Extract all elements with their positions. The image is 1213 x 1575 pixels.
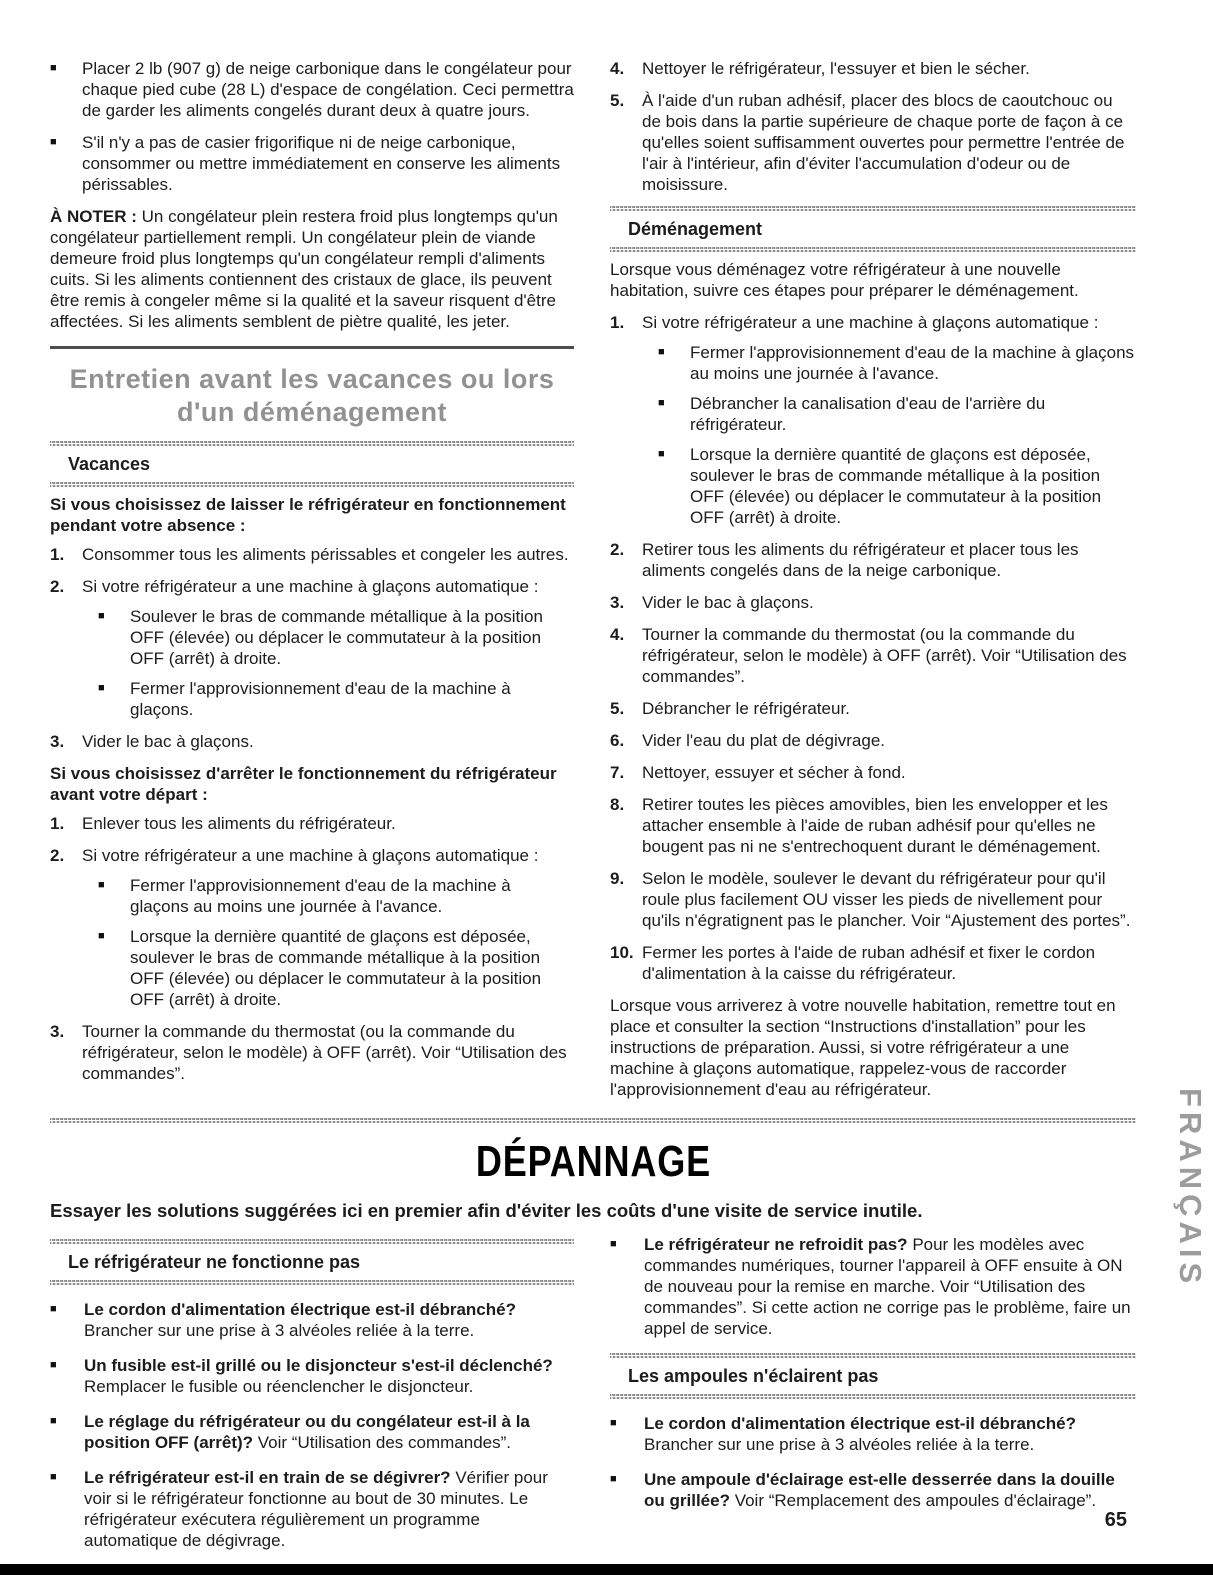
item-number: 2. [50,846,65,865]
square-bullet-icon: ■ [98,930,105,942]
language-tab-francais: FRANÇAIS [1173,1088,1208,1289]
sub-bullet-text: Débrancher la canalisation d'eau de l'arrière du réfrigérateur. [690,394,1046,434]
item-number: 3. [50,1022,65,1041]
item-number: 10. [610,943,634,962]
hatched-rule [610,1394,1136,1399]
numbered-item [610,730,1136,751]
numbered-item [50,813,574,834]
square-bullet-icon: ■ [50,1471,57,1483]
square-bullet-icon: ■ [50,1415,57,1427]
note-paragraph [50,206,574,332]
faq-text [644,1234,1136,1339]
faq-question: Le cordon d'alimentation électrique est-il débranché? [644,1414,1076,1433]
faq-text [84,1467,574,1551]
faq-item [50,1355,574,1397]
item-number: 7. [610,763,625,782]
sub-bullet [98,678,574,720]
hatched-rule [610,247,1136,252]
numbered-item [610,624,1136,687]
troubleshooting-title-text: DÉPANNAGE [475,1137,711,1186]
sub-bullet-text: Fermer l'approvisionnement d'eau de la machine à glaçons au moins une journée à l'avance. [690,343,1135,383]
item-number: 6. [610,731,625,750]
numbered-item [610,868,1136,931]
square-bullet-icon: ■ [658,397,665,409]
faq-question: Un fusible est-il grillé ou le disjoncteur s'est-il déclenché? [84,1356,553,1375]
item-text [642,312,1136,528]
item-text: Tourner la commande du thermostat (ou la commande du réfrigérateur, selon le modèle) à OFF (arrêt). Voir “Utilisation des commandes”. [642,625,1127,686]
item-text: Enlever tous les aliments du réfrigérateur. [82,814,396,833]
item-number: 9. [610,869,625,888]
item-text: Consommer tous les aliments périssables et congeler les autres. [82,545,569,564]
faq-text [84,1411,574,1453]
page-number: 65 [1104,1509,1127,1531]
faq-answer: Brancher sur une prise à 3 alvéoles reliée à la terre. [644,1435,1035,1454]
troubleshooting-left-column [50,1232,574,1565]
faq-item [50,1467,574,1551]
care-section [50,58,1136,1111]
hatched-rule [610,206,1136,211]
moving-intro: Lorsque vous déménagez votre réfrigérateur à une nouvelle habitation, suivre ces étapes pour préparer le déménagement. [610,260,1079,300]
numbered-item [610,539,1136,581]
sub-bullet-text: Soulever le bras de commande métallique à la position OFF (élevée) ou déplacer le commutateur à la position OFF (arrêt) à droite. [130,607,543,668]
item-number: 3. [610,593,625,612]
square-bullet-icon: ■ [50,62,57,74]
demenagement-header: Déménagement [628,219,763,239]
running-intro: Si vous choisissez de laisser le réfrigérateur en fonctionnement pendant votre absence : [50,495,566,535]
sub-bullet [98,606,574,669]
section-divider [50,346,574,349]
vacances-header: Vacances [68,454,151,474]
page-content [50,58,1136,1565]
sub-bullet-text: Lorsque la dernière quantité de glaçons est déposée, soulever le bras de commande métallique à la position OFF (élevée) ou déplacer le commutateur à la position OFF (arrêt) à droite. [690,445,1102,527]
numbered-item [50,731,574,752]
hatched-rule [50,1280,574,1285]
numbered-item [610,698,1136,719]
square-bullet-icon: ■ [98,610,105,622]
sub-bullet [98,875,574,917]
faq-answer: Pour les modèles avec commandes numériques, tourner l'appareil à OFF ensuite à ON de nouveau pour la remise en marche. Voir “Utilisation des commandes”. Si cette action ne corrige pas le problème, faire un appel de service. [644,1235,1131,1338]
square-bullet-icon: ■ [610,1417,617,1429]
item-text: Nettoyer, essuyer et sécher à fond. [642,763,906,782]
faq-answer: Brancher sur une prise à 3 alvéoles reliée à la terre. [84,1321,475,1340]
stopping-intro: Si vous choisissez d'arrêter le fonctionnement du réfrigérateur avant votre départ : [50,764,557,804]
square-bullet-icon: ■ [50,1359,57,1371]
item-text: Retirer toutes les pièces amovibles, bien les envelopper et les attacher ensemble à l'aide de ruban adhésif pour qu'elles ne bougent pas ni ne s'entrechoquent durant le déménagement. [642,795,1108,856]
care-right-column [610,58,1136,1111]
item-number: 1. [610,313,625,332]
faq-question: Une ampoule d'éclairage est-elle desserrée dans la douille ou grillée? [644,1470,1115,1510]
item-number: 4. [610,625,625,644]
not-working-header: Le réfrigérateur ne fonctionne pas [68,1252,361,1272]
faq-question: Le réglage du réfrigérateur ou du congélateur est-il à la position OFF (arrêt)? [84,1412,530,1452]
hatched-rule [50,441,574,446]
item-text: Vider le bac à glaçons. [82,732,254,751]
sub-bullet [658,393,1136,435]
faq-text [644,1413,1136,1455]
item-number: 8. [610,795,625,814]
item-number: 2. [50,577,65,596]
sub-bullet-text: Lorsque la dernière quantité de glaçons est déposée, soulever le bras de commande métallique à la position OFF (élevée) ou déplacer le commutateur à la position OFF (arrêt) à droite. [130,927,542,1009]
faq-item [50,1299,574,1341]
item-number: 5. [610,699,625,718]
faq-text [84,1299,574,1341]
item-text-line: Si votre réfrigérateur a une machine à glaçons automatique : [82,577,539,596]
item-number: 2. [610,540,625,559]
numbered-item [50,576,574,720]
hatched-rule [610,1353,1136,1358]
faq-question: Le cordon d'alimentation électrique est-il débranché? [84,1300,516,1319]
note-label: À NOTER : [50,207,137,226]
item-text: Tourner la commande du thermostat (ou la commande du réfrigérateur, selon le modèle) à OFF (arrêt). Voir “Utilisation des commandes”. [82,1022,567,1083]
numbered-item [610,794,1136,857]
numbered-item [610,762,1136,783]
square-bullet-icon: ■ [50,136,57,148]
bulbs-header: Les ampoules n'éclairent pas [628,1366,879,1386]
square-bullet-icon: ■ [658,346,665,358]
faq-answer: Vérifier pour voir si le réfrigérateur fonctionne au bout de 30 minutes. Le réfrigérateur exécutera régulièrement un programme automatique de dégivrage. [84,1468,548,1550]
sub-bullet [658,444,1136,528]
item-number: 1. [50,545,65,564]
note-text: Un congélateur plein restera froid plus longtemps qu'un congélateur partiellement rempli. Un congélateur plein de viande demeure froid plus longtemps qu'un congélateur rempli d'aliments cuits. Si les aliments contiennent des cristaux de glace, ils peuvent être remis à congeler même si la qualité et la saveur risquent d'être affectées. Si les aliments semblent de piètre qualité, les jeter. [50,207,558,331]
troubleshooting-right-column [610,1232,1136,1525]
care-left-column [50,58,574,1095]
item-number: 3. [50,732,65,751]
numbered-item [50,1021,574,1084]
item-text [82,845,574,1010]
numbered-item [50,845,574,1010]
item-number: 4. [610,59,625,78]
numbered-item [610,90,1136,195]
item-text: À l'aide d'un ruban adhésif, placer des blocs de caoutchouc ou de bois dans la partie supérieure de chaque porte de façon à ce qu'elles soient suffisamment ouvertes pour permettre l'entrée de l'air à l'intérieur, afin d'éviter l'accumulation d'odeur ou de moisissure. [642,91,1125,194]
item-number: 5. [610,91,625,110]
troubleshooting-section [50,1118,1136,1565]
item-text: Vider le bac à glaçons. [642,593,814,612]
item-number: 1. [50,814,65,833]
numbered-item [50,544,574,565]
troubleshooting-title [50,1139,1136,1185]
item-text: Fermer les portes à l'aide de ruban adhésif et fixer le cordon d'alimentation à la caisse du réfrigérateur. [642,943,1096,983]
sub-bullet-text: Fermer l'approvisionnement d'eau de la machine à glaçons. [130,679,511,719]
section-title-line1: Entretien avant les vacances ou lors [69,364,555,394]
hatched-rule [50,1118,1136,1123]
section-title-line2: d'un déménagement [177,397,447,427]
hatched-rule [50,482,574,487]
item-text-line: Si votre réfrigérateur a une machine à glaçons automatique : [642,313,1099,332]
faq-text [84,1355,574,1397]
item-text: Selon le modèle, soulever le devant du réfrigérateur pour qu'il roule plus facilement OU visser les pieds de nivellement pour qu'ils n'égratignent pas le plancher. Voir “Ajustement des portes”. [642,869,1131,930]
list-item [50,132,574,195]
square-bullet-icon: ■ [98,682,105,694]
faq-answer: Voir “Remplacement des ampoules d'éclairage”. [734,1491,1097,1510]
faq-item [610,1413,1136,1455]
numbered-item [610,58,1136,79]
sub-bullet [98,926,574,1010]
section-title [50,363,574,429]
numbered-item [610,942,1136,984]
item-text: Nettoyer le réfrigérateur, l'essuyer et bien le sécher. [642,59,1030,78]
sub-bullet-text: Fermer l'approvisionnement d'eau de la machine à glaçons au moins une journée à l'avance. [130,876,511,916]
faq-item [610,1234,1136,1339]
square-bullet-icon: ■ [50,1303,57,1315]
bottom-black-bar [0,1564,1213,1575]
troubleshooting-intro: Essayer les solutions suggérées ici en premier afin d'éviter les coûts d'une visite de service inutile. [50,1200,923,1221]
item-text: Retirer tous les aliments du réfrigérateur et placer tous les aliments congelés dans de la neige carbonique. [642,540,1079,580]
bullet-text: Placer 2 lb (907 g) de neige carbonique dans le congélateur pour chaque pied cube (28 L) d'espace de congélation. Ceci permettra de garder les aliments congelés durant deux à quatre jours. [82,59,574,120]
hatched-rule [50,1239,574,1244]
item-text: Vider l'eau du plat de dégivrage. [642,731,885,750]
sub-bullet [658,342,1136,384]
faq-answer: Remplacer le fusible ou réenclencher le disjoncteur. [84,1377,474,1396]
moving-outro: Lorsque vous arriverez à votre nouvelle habitation, remettre tout en place et consulter la section “Instructions d'installation” pour les instructions de préparation. Aussi, si votre réfrigérateur a une machine à glaçons automatique, rappelez-vous de raccorder l'approvisionnement d'eau au réfrigérateur. [610,996,1116,1099]
faq-item [610,1469,1136,1511]
list-item [50,58,574,121]
numbered-item [610,312,1136,528]
faq-question: Le réfrigérateur ne refroidit pas? [644,1235,908,1254]
faq-item [50,1411,574,1453]
item-text: Débrancher le réfrigérateur. [642,699,850,718]
item-text [82,576,574,720]
faq-text [644,1469,1136,1511]
square-bullet-icon: ■ [610,1238,617,1250]
numbered-item [610,592,1136,613]
faq-answer: Voir “Utilisation des commandes”. [257,1433,511,1452]
square-bullet-icon: ■ [610,1473,617,1485]
faq-question: Le réfrigérateur est-il en train de se dégivrer? [84,1468,451,1487]
troubleshooting-columns [50,1232,1136,1565]
bullet-text: S'il n'y a pas de casier frigorifique ni de neige carbonique, consommer ou mettre immédiatement en conserve les aliments périssables. [82,133,561,194]
square-bullet-icon: ■ [98,879,105,891]
item-text-line: Si votre réfrigérateur a une machine à glaçons automatique : [82,846,539,865]
square-bullet-icon: ■ [658,448,665,460]
